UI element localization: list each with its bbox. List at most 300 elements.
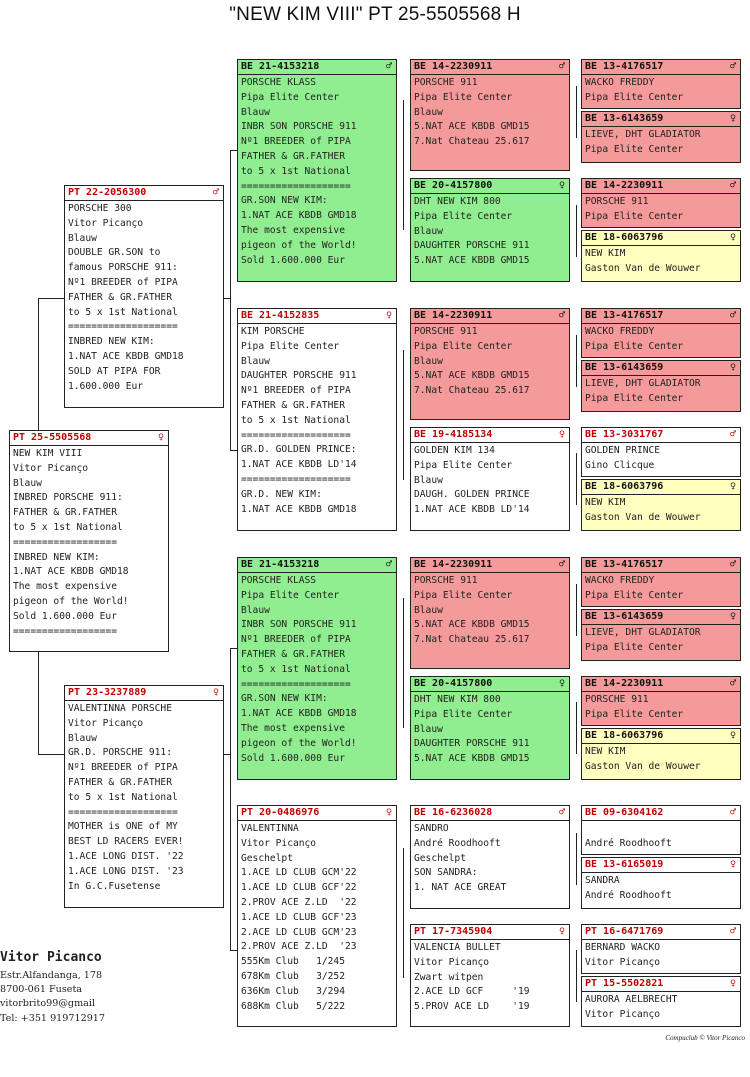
ring-number: BE 13-4176517 [585,310,664,321]
pigeon-detail-line: Blauw [414,355,443,367]
pigeon-detail-line: Blauw [414,604,443,616]
pigeon-detail-line: Nº1 BREEDER of PIPA [241,385,351,397]
pigeon-header [10,431,168,446]
ring-number: BE 13-4176517 [585,61,664,72]
female-symbol-icon: ♀ [558,678,565,689]
pigeon-details [582,443,740,474]
pigeon-details [582,821,740,852]
pigeon-detail-line: PORSCHE KLASS [241,575,317,586]
pigeon-detail-line: 5.NAT ACE KBDB GMD15 [414,370,530,382]
female-symbol-icon: ♀ [729,362,736,373]
pigeon-detail-line: 1.NAT ACE KBDB GMD18 [241,503,357,515]
pigeon-header [582,309,740,324]
pigeon-details [411,821,569,896]
pigeon-card-gg-10[interactable] [581,609,741,661]
pigeon-detail-line: Pipa Elite Center [414,459,513,471]
pigeon-detail-line: 2.ACE LD GCF '19 [414,986,530,998]
pigeon-detail-line: Pipa Elite Center [585,589,684,601]
pigeon-detail-line: Blauw [68,232,97,244]
pigeon-detail-line: André Roodhooft [585,889,672,901]
pigeon-detail-line: Nº1 BREEDER of PIPA [68,276,178,288]
pigeon-card-gg-9[interactable] [581,557,741,607]
male-symbol-icon: ♂ [385,61,392,72]
ring-number: PT 22-2056300 [68,187,147,198]
connector-line [230,648,237,649]
owner-postcode: 8700-061 Fuseta [0,984,83,996]
pigeon-detail-line: Blauw [13,477,42,489]
pigeon-detail-line: Blauw [241,604,270,616]
pigeon-details [582,376,740,407]
female-symbol-icon: ♀ [385,310,392,321]
pigeon-detail-line: Vitor Picanço [13,462,89,474]
pigeon-header [582,677,740,692]
pigeon-header [582,60,740,75]
pigeon-card-ggen-3[interactable] [410,308,570,420]
pigeon-detail-line: =================== [241,180,351,192]
pigeon-details [65,201,223,394]
pigeon-detail-line: GR.SON NEW KIM: [241,693,328,705]
pigeon-details [411,692,569,767]
connector-line [38,652,39,754]
pigeon-detail-line: AURORA AELBRECHT [585,994,678,1005]
ring-number: BE 13-4176517 [585,559,664,570]
pigeon-detail-line: 2.ACE LD CLUB GCM'23 [241,926,357,938]
pigeon-detail-line: FATHER & GR.FATHER [68,776,172,788]
pigeon-header [65,186,223,201]
pigeon-card-gg-11[interactable] [581,676,741,726]
pigeon-detail-line: André Roodhooft [414,837,501,849]
pigeon-details [411,324,569,399]
pigeon-detail-line: SOLD AT PIPA FOR [68,365,161,377]
pigeon-detail-line: VALENCIA BULLET [414,942,501,953]
pigeon-header [65,686,223,701]
pigeon-detail-line: WACKO FREDDY [585,575,655,586]
pigeon-detail-line: pigeon of the World! [241,737,357,749]
pigeon-details [582,744,740,775]
female-symbol-icon: ♀ [558,429,565,440]
male-symbol-icon: ♂ [729,310,736,321]
pigeon-detail-line: Geschelpt [241,852,293,864]
pigeon-detail-line: DAUGH. GOLDEN PRINCE [414,489,530,501]
pigeon-header [582,480,740,495]
pigeon-header [411,677,569,692]
pigeon-detail-line: Zwart witpen [414,971,484,983]
female-symbol-icon: ♀ [729,232,736,243]
connector-line [230,950,237,951]
pigeon-detail-line: =================== [68,321,178,333]
pigeon-card-sire[interactable] [64,185,224,408]
pigeon-detail-line: to 5 x 1st National [241,165,351,177]
pigeon-card-ggen-6[interactable] [410,676,570,780]
ring-number: BE 20-4157800 [414,678,493,689]
ring-number: BE 14-2230911 [585,180,664,191]
male-symbol-icon: ♂ [212,187,219,198]
male-symbol-icon: ♂ [558,310,565,321]
pigeon-detail-line: to 5 x 1st National [241,414,351,426]
owner-email[interactable]: vitorbrito99@gmail [0,998,96,1010]
pigeon-detail-line: The most expensive [13,581,117,593]
male-symbol-icon: ♂ [729,559,736,570]
pigeon-detail-line: The most expensive [241,722,345,734]
pigeon-detail-line: Blauw [241,355,270,367]
pigeon-card-dam[interactable] [64,685,224,908]
pigeon-detail-line: 7.Nat Chateau 25.617 [414,634,530,646]
pigeon-header [582,610,740,625]
pigeon-header [582,112,740,127]
pigeon-detail-line: Pipa Elite Center [585,641,684,653]
pigeon-detail-line: DHT NEW KIM 800 [414,694,501,705]
pigeon-card-gg-16[interactable] [581,976,741,1027]
female-symbol-icon: ♀ [729,113,736,124]
pigeon-header [238,806,396,821]
pigeon-details [238,324,396,517]
female-symbol-icon: ♀ [729,978,736,989]
ring-number: BE 21-4153218 [241,559,320,570]
pigeon-card-gg-7[interactable] [581,427,741,477]
pigeon-detail-line: 5.NAT ACE KBDB GMD15 [414,255,530,267]
ring-number: BE 18-6063796 [585,232,664,243]
pigeon-detail-line: Blauw [414,474,443,486]
pigeon-details [582,992,740,1023]
pigeon-detail-line: 5.NAT ACE KBDB GMD15 [414,619,530,631]
ring-number: BE 16-6236028 [414,807,493,818]
pigeon-detail-line: PORSCHE 911 [414,575,478,586]
pigeon-detail-line: 1.NAT ACE KBDB LD'14 [414,504,530,516]
female-symbol-icon: ♀ [385,807,392,818]
pigeon-detail-line: NEW KIM [585,248,626,259]
pigeon-detail-line: Blauw [68,732,97,744]
ring-number: BE 21-4152835 [241,310,320,321]
pigeon-detail-line: Gaston Van de Wouwer [585,262,701,274]
connector-line [576,584,577,636]
connector-line [576,833,577,885]
pigeon-header [582,361,740,376]
pigeon-detail-line: Vitor Picanço [585,1008,661,1020]
ring-number: BE 14-2230911 [585,678,664,689]
pigeon-detail-line: DHT NEW KIM 800 [414,196,501,207]
pigeon-detail-line: WACKO FREDDY [585,77,655,88]
ring-number: BE 19-4185134 [414,429,493,440]
ring-number: PT 16-6471769 [585,926,664,937]
pigeon-detail-line: PORSCHE 911 [414,326,478,337]
pigeon-details [582,573,740,604]
pigeon-detail-line: INBRED NEW KIM: [68,336,155,348]
pigeon-details [10,446,168,639]
pigeon-header [582,729,740,744]
connector-line [230,648,231,950]
pigeon-detail-line: BEST LD RACERS EVER! [68,836,184,848]
pigeon-details [582,873,740,904]
pigeon-details [582,324,740,355]
pigeon-details [238,573,396,766]
connector-line [403,848,404,978]
male-symbol-icon: ♂ [729,61,736,72]
pigeon-card-gg-3[interactable] [581,178,741,228]
connector-line [38,298,39,431]
pigeon-detail-line: Pipa Elite Center [414,708,513,720]
connector-line [576,335,577,387]
pigeon-card-gg-8[interactable] [581,479,741,531]
pigeon-header [582,806,740,821]
pigeon-detail-line: =================== [241,678,351,690]
female-symbol-icon: ♀ [729,611,736,622]
pigeon-detail-line: to 5 x 1st National [241,663,351,675]
pigeon-card-ggen-4[interactable] [410,427,570,531]
ring-number: BE 09-6304162 [585,807,664,818]
ring-number: PT 17-7345904 [414,926,493,937]
pigeon-detail-line: PORSCHE 911 [585,694,649,705]
pigeon-header [582,858,740,873]
pigeon-header [411,558,569,573]
ring-number: BE 13-6143659 [585,611,664,622]
male-symbol-icon: ♂ [558,559,565,570]
pigeon-details [65,701,223,894]
pigeon-detail-line: INBR SON PORSCHE 911 [241,121,357,133]
pigeon-detail-line: Gaston Van de Wouwer [585,511,701,523]
pigeon-detail-line: BERNARD WACKO [585,942,661,953]
pigeon-detail-line: Pipa Elite Center [585,91,684,103]
pigeon-detail-line: FATHER & GR.FATHER [13,507,117,519]
ring-number: BE 13-6165019 [585,859,664,870]
owner-address: Estr.Alfandanga, 178 [0,970,103,981]
pigeon-detail-line [585,822,737,837]
pigeon-detail-line: GOLDEN KIM 134 [414,445,495,456]
pigeon-detail-line: pigeon of the World! [241,239,357,251]
pigeon-detail-line: Sold 1.600.000 Eur [13,610,117,622]
connector-line [403,100,404,230]
pigeon-card-gg-1[interactable] [581,59,741,109]
owner-name: Vitor Picanco [0,950,102,965]
pigeon-detail-line: LIEVE, DHT GLADIATOR [585,129,701,140]
pigeon-detail-line: famous PORSCHE 911: [68,262,178,274]
pigeon-detail-line: to 5 x 1st National [68,306,178,318]
pigeon-detail-line: DAUGHTER PORSCHE 911 [414,738,530,750]
male-symbol-icon: ♂ [385,559,392,570]
pigeon-detail-line: PORSCHE 911 [414,77,478,88]
pigeon-detail-line: Pipa Elite Center [414,340,513,352]
pigeon-detail-line: DAUGHTER PORSCHE 911 [414,240,530,252]
pigeon-detail-line: 2.PROV ACE Z.LD '23 [241,941,357,953]
ring-number: BE 13-6143659 [585,113,664,124]
pigeon-detail-line: FATHER & GR.FATHER [241,150,345,162]
pigeon-detail-line: Vitor Picanço [241,837,317,849]
pigeon-detail-line: SANDRA [585,875,620,886]
pigeon-header [582,925,740,940]
ring-number: PT 15-5502821 [585,978,664,989]
footer-credit: Compuclub © Vitor Picanco [665,1034,745,1042]
pigeon-details [411,194,569,269]
pigeon-card-gg-12[interactable] [581,728,741,780]
pigeon-detail-line: LIEVE, DHT GLADIATOR [585,378,701,389]
pigeon-detail-line: MOTHER is ONE of MY [68,821,178,833]
pigeon-header [582,231,740,246]
ring-number: PT 20-0486976 [241,807,320,818]
female-symbol-icon: ♀ [729,481,736,492]
pigeon-card-ggen-1[interactable] [410,59,570,171]
pigeon-header [411,925,569,940]
female-symbol-icon: ♀ [729,730,736,741]
pigeon-card-gg-4[interactable] [581,230,741,282]
pigeon-detail-line: to 5 x 1st National [13,521,123,533]
pigeon-card-dam-dam[interactable] [237,805,397,1027]
pigeon-detail-line: 1.ACE LONG DIST. '23 [68,865,184,877]
pigeon-detail-line: 1.ACE LD CLUB GCF'22 [241,882,357,894]
pigeon-header [411,428,569,443]
pigeon-card-ggen-7[interactable] [410,805,570,909]
male-symbol-icon: ♂ [558,807,565,818]
connector-line [576,86,577,138]
connector-line [230,450,237,451]
pigeon-detail-line: Pipa Elite Center [241,340,340,352]
pigeon-header [411,806,569,821]
pigeon-detail-line: SON SANDRA: [414,867,478,879]
pigeon-detail-line: Blauw [414,106,443,118]
pigeon-detail-line: NEW KIM VIII [13,448,83,459]
pigeon-detail-line: 5.NAT ACE KBDB GMD15 [414,753,530,765]
pigeon-detail-line: DOUBLE GR.SON to [68,247,161,259]
pigeon-detail-line: =================== [68,806,178,818]
pigeon-detail-line: Pipa Elite Center [241,91,340,103]
pigeon-card-gg-2[interactable] [581,111,741,163]
pigeon-detail-line: Blauw [414,723,443,735]
owner-phone[interactable]: Tel: +351 919712917 [0,1012,106,1024]
pigeon-detail-line: NEW KIM [585,746,626,757]
connector-line [38,754,66,755]
connector-line [38,298,66,299]
pigeon-detail-line: Nº1 BREEDER of PIPA [68,762,178,774]
female-symbol-icon: ♀ [157,432,164,443]
pigeon-detail-line: 688Km Club 5/222 [241,1000,345,1012]
male-symbol-icon: ♂ [558,61,565,72]
pigeon-details [411,75,569,150]
ring-number: BE 14-2230911 [414,61,493,72]
pigeon-details [582,127,740,158]
pigeon-card-ggen-2[interactable] [410,178,570,282]
pigeon-card-gg-14[interactable] [581,857,741,909]
pigeon-detail-line: VALENTINNA [241,823,299,834]
pigeon-card-dam-sire[interactable] [237,557,397,780]
ring-number: BE 20-4157800 [414,180,493,191]
pigeon-card-main[interactable] [9,430,169,652]
pigeon-header [411,309,569,324]
ring-number: BE 13-3031767 [585,429,664,440]
pigeon-card-gg-15[interactable] [581,924,741,974]
pigeon-detail-line: Vitor Picanço [414,956,490,968]
pigeon-detail-line: 1.ACE LD CLUB GCF'23 [241,911,357,923]
connector-line [576,950,577,1002]
ring-number: BE 14-2230911 [414,310,493,321]
pigeon-detail-line: Vitor Picanço [585,956,661,968]
connector-line [230,150,231,450]
pigeon-details [582,246,740,277]
pigeon-detail-line: In G.C.Fusetense [68,880,161,892]
male-symbol-icon: ♂ [729,429,736,440]
ring-number: BE 14-2230911 [414,559,493,570]
pigeon-header [238,60,396,75]
pigeon-header [582,977,740,992]
pigeon-details [411,443,569,518]
pigeon-details [238,75,396,268]
pigeon-detail-line: 1.NAT ACE KBDB GMD18 [13,566,129,578]
pigeon-detail-line: PORSCHE 911 [585,196,649,207]
female-symbol-icon: ♀ [558,180,565,191]
pigeon-detail-line: Blauw [414,225,443,237]
male-symbol-icon: ♂ [729,807,736,818]
pigeon-detail-line: Blauw [241,106,270,118]
pigeon-detail-line: Geschelpt [414,852,466,864]
pigeon-detail-line: 1. NAT ACE GREAT [414,882,507,894]
ring-number: PT 25-5505568 [13,432,92,443]
ring-number: BE 18-6063796 [585,481,664,492]
pigeon-detail-line: NEW KIM [585,497,626,508]
pigeon-header [411,60,569,75]
pigeon-header [582,428,740,443]
connector-line [403,350,404,480]
pigeon-detail-line: GR.SON NEW KIM: [241,195,328,207]
pigeon-card-gg-6[interactable] [581,360,741,412]
pigeon-detail-line: =================== [241,429,351,441]
pigeon-detail-line: 1.NAT ACE KBDB GMD18 [68,350,184,362]
pigeon-details [238,821,396,1014]
pigeon-detail-line: LIEVE, DHT GLADIATOR [585,627,701,638]
pigeon-detail-line: Pipa Elite Center [414,91,513,103]
pigeon-detail-line: 678Km Club 3/252 [241,970,345,982]
pigeon-detail-line: Pipa Elite Center [414,210,513,222]
male-symbol-icon: ♂ [729,180,736,191]
pigeon-header [411,179,569,194]
pigeon-header [238,558,396,573]
pigeon-detail-line: Sold 1.600.000 Eur [241,254,345,266]
female-symbol-icon: ♀ [212,687,219,698]
pigeon-header [582,179,740,194]
pigeon-card-sire-sire[interactable] [237,59,397,282]
pigeon-detail-line: Pipa Elite Center [585,210,684,222]
male-symbol-icon: ♂ [729,926,736,937]
connector-line [230,150,237,151]
pigeon-detail-line: 1.NAT ACE KBDB LD'14 [241,459,357,471]
female-symbol-icon: ♀ [729,859,736,870]
pigeon-detail-line: Vitor Picanço [68,717,144,729]
pigeon-detail-line: Pipa Elite Center [585,392,684,404]
pigeon-card-sire-dam[interactable] [237,308,397,531]
female-symbol-icon: ♀ [558,926,565,937]
pigeon-card-gg-5[interactable] [581,308,741,358]
pigeon-detail-line: VALENTINNA PORSCHE [68,703,172,714]
pigeon-detail-line: GOLDEN PRINCE [585,445,661,456]
pigeon-detail-line: INBR SON PORSCHE 911 [241,619,357,631]
pigeon-detail-line: Pipa Elite Center [585,708,684,720]
pigeon-detail-line: KIM PORSCHE [241,326,305,337]
pigeon-detail-line: Pipa Elite Center [585,340,684,352]
pigeon-card-ggen-5[interactable] [410,557,570,669]
pigeon-card-ggen-8[interactable] [410,924,570,1027]
male-symbol-icon: ♂ [729,678,736,689]
ring-number: BE 13-6143659 [585,362,664,373]
pigeon-header [582,558,740,573]
pigeon-detail-line: GR.D. GOLDEN PRINCE: [241,444,357,456]
pigeon-detail-line: André Roodhooft [585,837,672,849]
pigeon-detail-line: Gaston Van de Wouwer [585,760,701,772]
pigeon-detail-line: ================== [13,536,117,548]
owner-info [0,950,230,1026]
pigeon-detail-line: 5.NAT ACE KBDB GMD15 [414,121,530,133]
pigeon-detail-line: FATHER & GR.FATHER [68,291,172,303]
connector-line [576,205,577,257]
pigeon-detail-line: 1.ACE LONG DIST. '22 [68,850,184,862]
pigeon-card-gg-13[interactable] [581,805,741,855]
pigeon-details [582,940,740,971]
pigeon-detail-line: The most expensive [241,224,345,236]
